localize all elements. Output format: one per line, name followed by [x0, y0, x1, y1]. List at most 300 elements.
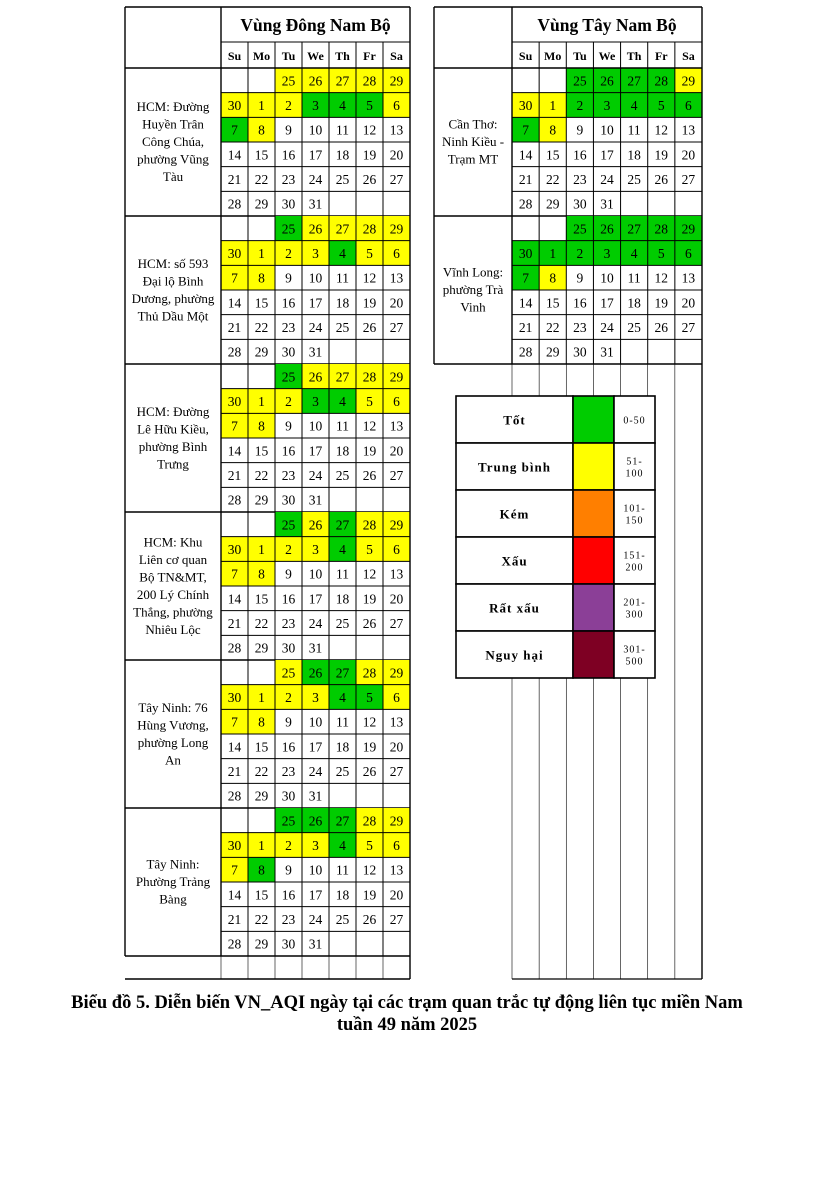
day-number: 30	[227, 246, 242, 261]
day-number: 20	[389, 591, 404, 607]
station-label: Công Chúa,	[141, 134, 205, 149]
day-number: 23	[281, 468, 296, 483]
day-number: 27	[335, 517, 350, 533]
day-number: 30	[227, 98, 242, 113]
station-label: Ninh Kiều -	[441, 134, 505, 149]
weekday-label: Tu	[573, 49, 587, 63]
day-number: 3	[603, 98, 611, 113]
day-number: 26	[362, 912, 377, 927]
day-number: 6	[393, 542, 400, 557]
day-number: 30	[281, 788, 296, 804]
weekday-label: Th	[626, 49, 642, 63]
day-number: 6	[393, 838, 400, 853]
day-number: 13	[389, 862, 404, 878]
legend-range: 500	[625, 656, 644, 668]
legend-label: Xấu	[501, 553, 528, 569]
day-number: 21	[518, 320, 533, 335]
day-number: 5	[366, 394, 373, 409]
day-number: 7	[231, 714, 238, 730]
day-number: 25	[281, 813, 296, 829]
legend-label: Nguy hại	[485, 647, 544, 663]
day-number: 19	[654, 147, 669, 163]
day-number: 25	[335, 320, 350, 335]
day-number: 15	[254, 443, 269, 459]
day-number: 1	[258, 542, 265, 557]
day-number: 25	[335, 172, 350, 187]
day-number: 8	[258, 270, 265, 286]
day-number: 11	[336, 122, 349, 138]
day-number: 7	[231, 566, 238, 582]
day-number: 28	[227, 196, 242, 212]
day-number: 7	[522, 270, 529, 286]
day-number: 17	[308, 887, 323, 903]
day-number: 17	[308, 443, 323, 459]
day-number: 22	[254, 468, 269, 483]
day-number: 9	[285, 714, 292, 730]
day-number: 22	[254, 912, 269, 927]
day-number: 17	[308, 147, 323, 163]
day-number: 6	[393, 98, 400, 113]
day-number: 6	[685, 98, 692, 113]
day-number: 3	[312, 246, 319, 261]
day-number: 8	[549, 270, 557, 286]
day-number: 31	[308, 196, 323, 212]
day-number: 13	[389, 714, 404, 730]
day-number: 25	[335, 468, 350, 483]
day-number: 8	[258, 862, 265, 878]
day-number: 10	[308, 862, 323, 878]
day-number: 28	[362, 813, 377, 829]
day-number: 27	[335, 73, 350, 89]
day-number: 28	[362, 517, 377, 533]
day-number: 24	[308, 616, 323, 631]
day-number: 9	[285, 270, 292, 286]
day-number: 16	[281, 147, 296, 163]
day-number: 7	[231, 418, 238, 434]
legend-range: 101-	[623, 503, 646, 515]
legend-range: 151-	[623, 550, 646, 562]
day-number: 18	[627, 295, 641, 311]
day-number: 27	[335, 813, 350, 829]
day-number: 3	[312, 98, 319, 113]
day-number: 9	[285, 122, 292, 138]
day-number: 19	[362, 887, 377, 903]
day-number: 21	[227, 320, 242, 335]
legend-range: 100	[625, 468, 644, 480]
day-number: 27	[389, 320, 404, 335]
legend-swatch-moderate	[573, 443, 614, 490]
weekday-label: Sa	[390, 49, 403, 63]
day-number: 9	[285, 418, 292, 434]
station-label: Tây Ninh:	[146, 856, 200, 872]
day-number: 26	[308, 369, 323, 385]
day-number: 27	[627, 221, 641, 237]
day-number: 17	[600, 147, 614, 163]
day-number: 10	[308, 122, 323, 138]
day-number: 8	[549, 122, 557, 138]
day-number: 21	[227, 468, 242, 483]
day-number: 17	[308, 739, 323, 755]
day-number: 28	[362, 665, 377, 681]
day-number: 11	[627, 122, 641, 138]
day-number: 28	[362, 221, 377, 237]
day-number: 26	[654, 172, 669, 187]
day-number: 21	[518, 172, 533, 187]
day-number: 29	[254, 344, 269, 360]
day-number: 29	[681, 73, 696, 89]
day-number: 30	[281, 196, 296, 212]
day-number: 22	[545, 320, 560, 335]
day-number: 15	[545, 295, 560, 311]
caption-line-1: Biểu đồ 5. Diễn biến VN_AQI ngày tại các trạm quan trắc tự động liên tục miền Nam	[71, 993, 743, 1013]
day-number: 21	[227, 172, 242, 187]
station-label: Bàng	[159, 891, 187, 907]
day-number: 28	[654, 73, 669, 89]
day-number: 4	[339, 394, 346, 409]
day-number: 24	[600, 320, 614, 335]
day-number: 11	[336, 714, 349, 730]
station-label: phường Long	[137, 734, 209, 750]
station-label: Tàu	[162, 169, 184, 184]
day-number: 24	[308, 764, 323, 779]
day-number: 4	[339, 838, 346, 853]
day-number: 27	[389, 172, 404, 187]
day-number: 26	[362, 320, 377, 335]
day-number: 27	[335, 221, 350, 237]
day-number: 30	[281, 492, 296, 508]
day-number: 16	[281, 739, 296, 755]
day-number: 31	[308, 936, 323, 952]
station-label: Hùng Vương,	[137, 717, 209, 733]
day-number: 22	[254, 320, 269, 335]
day-number: 30	[281, 936, 296, 952]
day-number: 13	[389, 270, 404, 286]
day-number: 26	[308, 517, 323, 533]
day-number: 8	[258, 122, 265, 138]
day-number: 30	[573, 196, 587, 212]
day-number: 2	[285, 690, 292, 705]
legend-range: 201-	[623, 597, 646, 609]
day-number: 29	[389, 517, 404, 533]
day-number: 24	[308, 172, 323, 187]
day-number: 3	[312, 838, 319, 853]
day-number: 18	[627, 147, 641, 163]
day-number: 26	[362, 468, 377, 483]
day-number: 29	[389, 813, 404, 829]
day-number: 10	[600, 270, 614, 286]
day-number: 31	[308, 492, 323, 508]
day-number: 20	[389, 739, 404, 755]
day-number: 5	[366, 690, 373, 705]
day-number: 9	[285, 566, 292, 582]
day-number: 1	[258, 690, 265, 705]
weekday-label: Th	[335, 49, 350, 63]
day-number: 13	[681, 270, 696, 286]
day-number: 15	[254, 295, 269, 311]
day-number: 25	[573, 221, 587, 237]
day-number: 7	[231, 122, 238, 138]
day-number: 10	[308, 270, 323, 286]
day-number: 11	[627, 270, 641, 286]
day-number: 4	[630, 246, 638, 261]
day-number: 22	[254, 764, 269, 779]
day-number: 27	[681, 172, 696, 187]
station-label: HCM: Đường	[136, 99, 210, 114]
day-number: 9	[576, 270, 584, 286]
day-number: 11	[336, 566, 349, 582]
weekday-label: Su	[518, 49, 533, 63]
day-number: 23	[281, 764, 296, 779]
day-number: 24	[600, 172, 614, 187]
day-number: 15	[545, 147, 560, 163]
day-number: 7	[522, 122, 529, 138]
station-label: HCM: Đường	[136, 403, 210, 419]
day-number: 18	[335, 147, 350, 163]
legend-swatch-hazardous	[573, 631, 614, 678]
day-number: 25	[281, 73, 296, 89]
figure-caption	[0, 992, 814, 1036]
day-number: 26	[362, 764, 377, 779]
legend-label: Kém	[499, 506, 530, 522]
day-number: 29	[389, 73, 404, 89]
day-number: 24	[308, 320, 323, 335]
legend-range: 51-	[626, 456, 643, 468]
station-label: Phường Trảng	[135, 874, 211, 889]
day-number: 27	[627, 73, 641, 89]
day-number: 3	[603, 246, 611, 261]
weekday-label: Fr	[654, 49, 668, 63]
day-number: 10	[308, 714, 323, 730]
day-number: 25	[335, 764, 350, 779]
day-number: 14	[227, 591, 242, 607]
day-number: 19	[362, 295, 377, 311]
day-number: 28	[227, 492, 242, 508]
day-number: 27	[389, 764, 404, 779]
day-number: 31	[600, 196, 614, 212]
day-number: 9	[576, 122, 584, 138]
weekday-label: Mo	[544, 49, 562, 63]
day-number: 14	[227, 147, 242, 163]
day-number: 1	[549, 246, 557, 261]
day-number: 21	[227, 912, 242, 927]
station-label: Bộ TN&MT,	[139, 569, 207, 585]
day-number: 28	[654, 221, 669, 237]
station-label: Huyền Trân	[142, 116, 204, 132]
day-number: 14	[227, 887, 242, 903]
day-number: 5	[366, 838, 373, 853]
day-number: 20	[681, 295, 696, 311]
day-number: 26	[362, 616, 377, 631]
day-number: 18	[335, 591, 350, 607]
day-number: 12	[654, 270, 669, 286]
day-number: 8	[258, 714, 265, 730]
day-number: 4	[339, 246, 346, 261]
day-number: 17	[308, 591, 323, 607]
day-number: 28	[227, 640, 242, 656]
station-label: phường Vũng	[137, 151, 209, 167]
day-number: 18	[335, 295, 350, 311]
day-number: 28	[518, 344, 533, 360]
day-number: 11	[336, 862, 349, 878]
day-number: 25	[335, 912, 350, 927]
day-number: 23	[573, 320, 587, 335]
day-number: 21	[227, 764, 242, 779]
station-label: Vĩnh Long:	[442, 264, 504, 280]
day-number: 30	[518, 98, 533, 113]
legend-range: 300	[625, 609, 644, 621]
day-number: 23	[281, 912, 296, 927]
day-number: 2	[285, 542, 292, 557]
day-number: 28	[227, 936, 242, 952]
day-number: 31	[600, 344, 614, 360]
region-title: Vùng Đông Nam Bộ	[240, 15, 391, 35]
station-label: Cần Thơ:	[448, 116, 498, 132]
station-label: HCM: Khu	[143, 534, 203, 550]
day-number: 30	[227, 394, 242, 409]
day-number: 20	[389, 887, 404, 903]
day-number: 11	[336, 418, 349, 434]
weekday-label: Tu	[281, 49, 296, 63]
weekday-label: Fr	[363, 49, 376, 63]
day-number: 30	[281, 344, 296, 360]
day-number: 27	[335, 665, 350, 681]
day-number: 19	[362, 443, 377, 459]
day-number: 22	[254, 172, 269, 187]
day-number: 1	[258, 838, 265, 853]
day-number: 11	[336, 270, 349, 286]
day-number: 29	[389, 369, 404, 385]
legend-label: Tốt	[503, 412, 526, 428]
day-number: 4	[339, 690, 346, 705]
day-number: 28	[227, 788, 242, 804]
day-number: 18	[335, 443, 350, 459]
day-number: 30	[281, 640, 296, 656]
day-number: 16	[573, 147, 587, 163]
day-number: 15	[254, 591, 269, 607]
day-number: 22	[254, 616, 269, 631]
day-number: 12	[362, 270, 377, 286]
day-number: 5	[366, 542, 373, 557]
station-label: Thắng, phường	[133, 604, 213, 620]
caption-line-2: tuần 49 năm 2025	[336, 1015, 478, 1035]
day-number: 20	[389, 147, 404, 163]
day-number: 5	[366, 98, 373, 113]
day-number: 7	[231, 862, 238, 878]
day-number: 29	[254, 196, 269, 212]
day-number: 19	[362, 591, 377, 607]
day-number: 25	[281, 517, 296, 533]
day-number: 25	[281, 665, 296, 681]
day-number: 30	[227, 690, 242, 705]
day-number: 12	[362, 418, 377, 434]
day-number: 12	[362, 566, 377, 582]
day-number: 25	[281, 221, 296, 237]
day-number: 6	[393, 394, 400, 409]
day-number: 17	[600, 295, 614, 311]
day-number: 23	[281, 172, 296, 187]
day-number: 5	[366, 246, 373, 261]
station-label: 200 Lý Chính	[136, 586, 210, 602]
day-number: 12	[362, 714, 377, 730]
day-number: 18	[335, 739, 350, 755]
day-number: 10	[308, 566, 323, 582]
day-number: 6	[393, 690, 400, 705]
day-number: 29	[545, 344, 560, 360]
day-number: 15	[254, 739, 269, 755]
day-number: 12	[654, 122, 669, 138]
day-number: 26	[308, 73, 323, 89]
day-number: 14	[227, 443, 242, 459]
day-number: 31	[308, 788, 323, 804]
day-number: 14	[227, 295, 242, 311]
day-number: 20	[389, 295, 404, 311]
day-number: 15	[254, 147, 269, 163]
day-number: 27	[389, 468, 404, 483]
station-label: Thủ Dầu Một	[137, 308, 209, 324]
legend-range: 200	[625, 562, 644, 574]
station-label: Trạm MT	[447, 151, 499, 167]
day-number: 4	[339, 542, 346, 557]
station-label: Lê Hữu Kiều,	[137, 421, 209, 437]
day-number: 25	[627, 320, 641, 335]
day-number: 2	[576, 98, 584, 113]
day-number: 26	[600, 73, 614, 89]
day-number: 14	[518, 147, 533, 163]
weekday-label: Sa	[682, 49, 695, 63]
day-number: 27	[335, 369, 350, 385]
day-number: 29	[545, 196, 560, 212]
day-number: 3	[312, 542, 319, 557]
day-number: 31	[308, 344, 323, 360]
day-number: 4	[339, 98, 346, 113]
day-number: 29	[681, 221, 696, 237]
day-number: 23	[573, 172, 587, 187]
day-number: 2	[285, 246, 292, 261]
day-number: 13	[389, 122, 404, 138]
day-number: 14	[518, 295, 533, 311]
day-number: 5	[657, 246, 665, 261]
day-number: 29	[254, 492, 269, 508]
station-label: Trưng	[157, 456, 189, 472]
station-label: Tây Ninh: 76	[138, 699, 208, 715]
weekday-label: We	[598, 49, 616, 63]
day-number: 26	[308, 221, 323, 237]
day-number: 30	[227, 838, 242, 853]
day-number: 2	[576, 246, 584, 261]
day-number: 9	[285, 862, 292, 878]
day-number: 7	[231, 270, 238, 286]
day-number: 2	[285, 838, 292, 853]
day-number: 25	[281, 369, 296, 385]
station-label: Dương, phường	[131, 290, 215, 306]
day-number: 29	[389, 665, 404, 681]
day-number: 6	[393, 246, 400, 261]
day-number: 23	[281, 616, 296, 631]
station-label: phường Trà	[442, 282, 504, 297]
day-number: 13	[681, 122, 696, 138]
day-number: 22	[545, 172, 560, 187]
day-number: 27	[681, 320, 696, 335]
legend-swatch-bad	[573, 537, 614, 584]
legend-label: Trung bình	[478, 459, 551, 475]
day-number: 16	[281, 443, 296, 459]
day-number: 25	[627, 172, 641, 187]
day-number: 1	[258, 98, 265, 113]
day-number: 16	[281, 591, 296, 607]
day-number: 29	[254, 640, 269, 656]
day-number: 24	[308, 468, 323, 483]
day-number: 24	[308, 912, 323, 927]
